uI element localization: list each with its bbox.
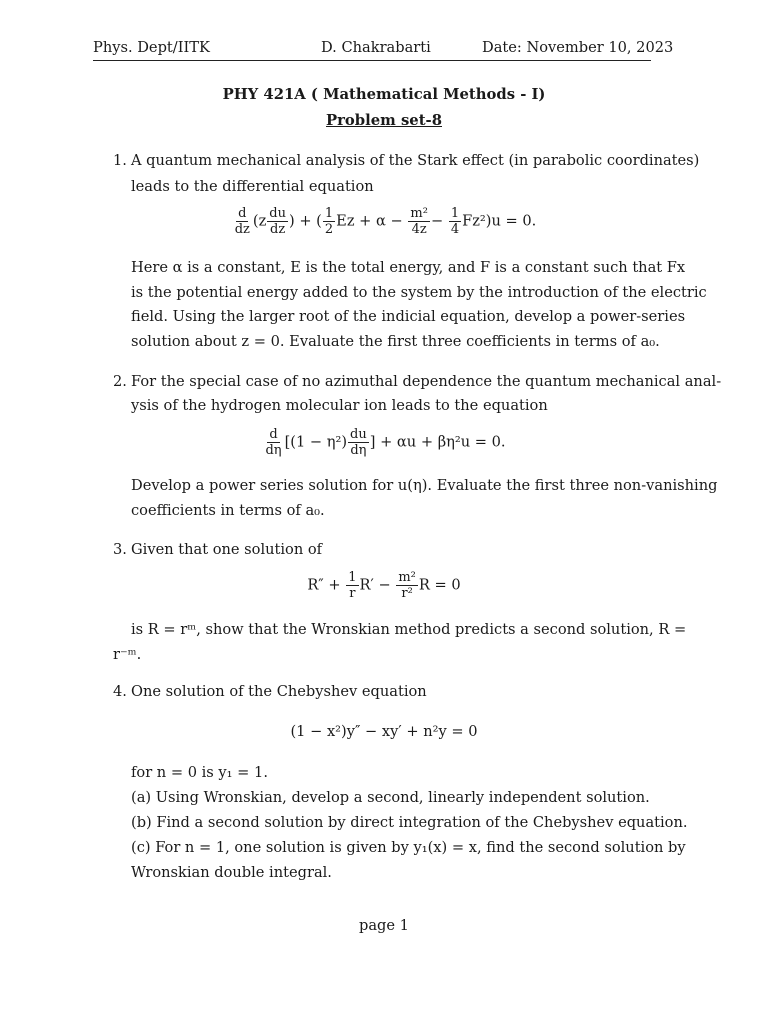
problem-1-intro-line: leads to the differential equation: [131, 178, 374, 195]
problem-1-intro-line: A quantum mechanical analysis of the Stark effect (in parabolic coordinates): [131, 152, 700, 169]
fraction: $\frac{1}{4}$: [450, 206, 460, 237]
fraction: $\frac{d}{d\eta}$: [265, 427, 282, 458]
problem-4-equation: (1 − x²)y″ − xy′ + n²y = 0: [290, 723, 478, 740]
header-rule: [93, 60, 651, 61]
fraction: $\frac{1}{2}$: [324, 206, 334, 237]
problem-3-equation: R″ + $\frac{1}{r}$ R′ − $\frac{\text{m²}}{\text{r²}}$ R = 0: [307, 570, 461, 601]
page-number: page 1: [359, 917, 409, 934]
fraction: $\frac{d}{dz}$: [234, 206, 250, 237]
problem-2-number: 2.: [113, 373, 127, 390]
problem-2-intro-line: For the special case of no azimuthal dependence the quantum mechanical anal-: [131, 373, 722, 390]
problem-2-intro-line: ysis of the hydrogen molecular ion leads to the equation: [131, 397, 548, 414]
problem-4-body-line: (b) Find a second solution by direct integration of the Chebyshev equation.: [131, 814, 688, 831]
problem-3-intro-line: Given that one solution of: [131, 541, 323, 558]
problem-4-body-line: (a) Using Wronskian, develop a second, linearly independent solution.: [131, 789, 650, 806]
problem-1-body-line: solution about z = 0. Evaluate the first three coefficients in terms of a₀.: [131, 333, 660, 350]
problem-3-body-line: r⁻ᵐ.: [113, 646, 142, 663]
problem-1-number: 1.: [113, 152, 127, 169]
fraction: $\frac{du}{d\eta}$: [350, 427, 367, 458]
header-date: Date: November 10, 2023: [482, 39, 674, 56]
header-author: D. Chakrabarti: [321, 39, 431, 56]
problem-4-intro-line: One solution of the Chebyshev equation: [131, 683, 427, 700]
problem-4-body-line: Wronskian double integral.: [131, 864, 332, 881]
fraction: $\frac{du}{dz}$: [269, 206, 286, 237]
header-department: Phys. Dept/IITK: [93, 39, 210, 56]
fraction: $\frac{\text{m²}}{4z}$: [410, 206, 428, 237]
problem-2-body-line: coefficients in terms of a₀.: [131, 502, 325, 519]
problem-1-equation: $\frac{d}{dz}$ (z $\frac{du}{dz}$ ) + ( $\frac{1}{2}$ Ez + α − $\frac{\text{m²}}{4z}$ − $\frac{1}{4}$ Fz²)u = 0.: [234, 206, 537, 237]
fraction: $\frac{1}{r}$: [348, 570, 357, 601]
problem-4-body-line: (c) For n = 1, one solution is given by y₁(x) = x, find the second solution by: [131, 839, 686, 856]
problem-4-body-line: for n = 0 is y₁ = 1.: [131, 764, 268, 781]
problem-3-body-line: is R = rᵐ, show that the Wronskian method predicts a second solution, R =: [131, 621, 687, 638]
problem-1-body-line: Here α is a constant, E is the total energy, and F is a constant such that Fx: [131, 259, 686, 276]
fraction: $\frac{\text{m²}}{\text{r²}}$: [398, 570, 416, 601]
problem-4-number: 4.: [113, 683, 127, 700]
problem-3-number: 3.: [113, 541, 127, 558]
problem-1-body-line: field. Using the larger root of the indicial equation, develop a power-series: [131, 308, 686, 325]
problem-2-equation: $\frac{d}{d\eta}$ [(1 − η²) $\frac{du}{d\eta}$ ] + αu + βη²u = 0.: [265, 427, 506, 458]
problem-1-body-line: is the potential energy added to the system by the introduction of the electric: [131, 284, 707, 301]
problem-2-body-line: Develop a power series solution for u(η). Evaluate the first three non-vanishing: [131, 477, 718, 494]
problem-set-title: Problem set-8: [326, 112, 442, 129]
course-title: PHY 421A ( Mathematical Methods - I): [222, 86, 546, 103]
